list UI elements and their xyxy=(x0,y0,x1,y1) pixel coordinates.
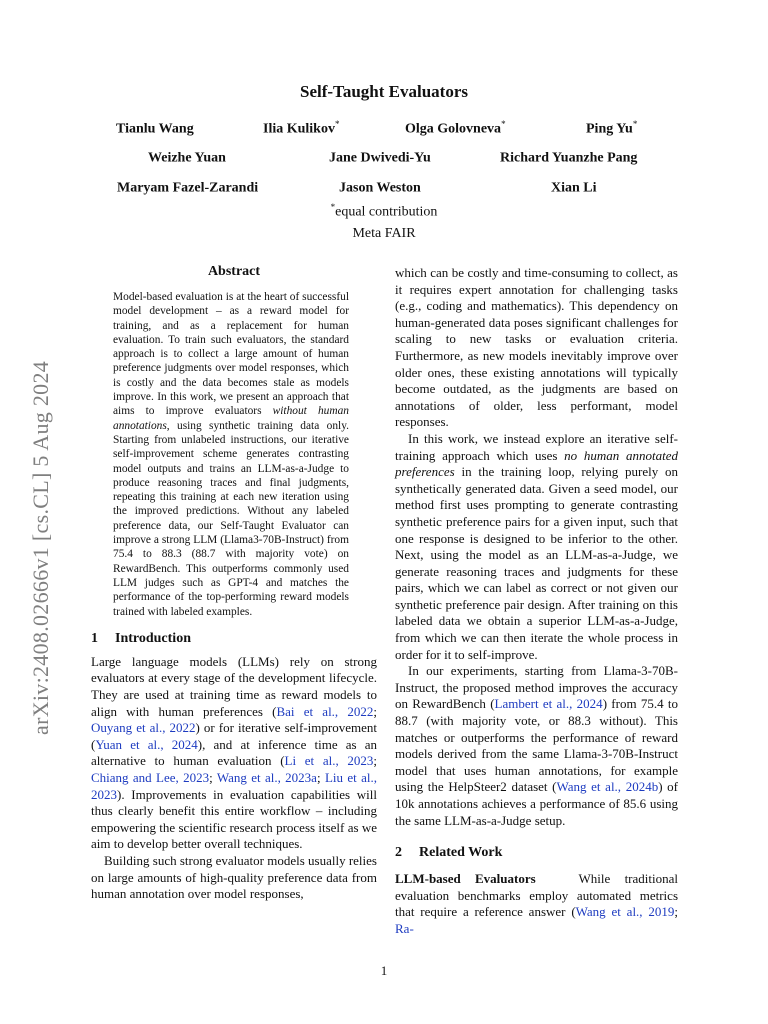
intro-paragraph: In this work, we instead explore an iterative self-training approach which uses no human annotated preferences in the training loop, relying purely on synthetically generated data. Given a seed model, our method first uses prompting to generate contrasting synthetic preference pairs for a given input, such that one response is designed to be inferior to the other. Next, using the model as an LLM-as-a-Judge, we generate reasoning traces and judgments for these pairs, which we can label as correct or not given our synthetic preference pair design. After training on this labeled data we obtain a superior LLM-as-a-Judge, from which we can then iterate the whole process in order for it to self-improve. xyxy=(395,430,678,662)
citation-link[interactable]: Wang et al., 2023a xyxy=(216,769,317,785)
citation-link[interactable]: Li et al., 2023 xyxy=(284,753,374,769)
equal-contribution-note: *equal contribution xyxy=(330,202,438,220)
arxiv-identifier: arXiv:2408.02666v1 [cs.CL] 5 Aug 2024 xyxy=(28,360,53,735)
intro-paragraph: Large language models (LLMs) rely on strong evaluators at every stage of the development lifecycle. They are used at training time as reward models to align with human preferences (Bai et al., 2022; Ouyang et al., 2022) or for iterative self-improvement (Yuan et al., 2024), and at inference time as an alternative to human evaluation (Li et al., 2023; Chiang and Lee, 2023; Wang et al., 2023a; Liu et al., 2023). Improvements in evaluation capabilities will thus clearly benefit this entire workflow – including empowering the scientific research process itself as we aim to develop better overall techniques. xyxy=(91,653,377,852)
affiliation: Meta FAIR xyxy=(352,226,416,241)
intro-paragraph-continued: which can be costly and time-consuming to collect, as it requires expert annotation for challenging tasks (e.g., coding and mathematics). This dependency on human-generated data poses significant challenges for scaling to new tasks or evaluation criteria. Furthermore, as new models inevitably improve over older ones, these existing annotations will typically become outdated, as the judgments are based on annotations of older, less performant, model responses. xyxy=(395,265,678,430)
right-column xyxy=(395,265,678,938)
citation-link[interactable]: Ra- xyxy=(395,920,414,936)
author-name: Maryam Fazel-Zarandi xyxy=(117,180,259,196)
author-name: Jason Weston xyxy=(339,180,421,196)
paper-title: Self-Taught Evaluators xyxy=(300,82,468,101)
citation-link[interactable]: Yuan et al., 2024 xyxy=(95,736,198,752)
author-name: Olga Golovneva* xyxy=(405,119,506,137)
author-name: Ilia Kulikov* xyxy=(263,119,340,137)
citation-link[interactable]: Ouyang et al., 2022 xyxy=(91,720,196,736)
author-name: Weizhe Yuan xyxy=(148,150,226,166)
section-heading-related-work: 2 Related Work xyxy=(395,845,503,861)
arxiv-identifier-stamp xyxy=(24,320,54,740)
page-number: 1 xyxy=(380,963,388,978)
author-name: Tianlu Wang xyxy=(116,121,194,137)
author-name: Ping Yu* xyxy=(586,119,638,137)
citation-link[interactable]: Liu et al., 2023 xyxy=(91,769,377,802)
author-name: Xian Li xyxy=(551,180,597,196)
related-work-paragraph: LLM-based Evaluators While traditional evaluation benchmarks employ automated metrics that require a reference answer (Wang et al., 2019; Ra- xyxy=(395,871,679,936)
intro-paragraph: In our experiments, starting from Llama-3-70B-Instruct, the proposed method improves the accuracy on RewardBench (Lambert et al., 2024) from 75.4 to 88.7 (with majority vote, or 88.3 without). This matches or outperforms the performance of reward models derived from the same Llama-3-70B-Instruct model that uses human annotations, for example using the HelpSteer2 dataset (Wang et al., 2024b) of 10k annotations achieves a performance of 85.6 using the same LLM-as-a-Judge setup. xyxy=(395,663,678,828)
paragraph-title: LLM-based Evaluators xyxy=(395,871,536,887)
citation-link[interactable]: Wang et al., 2024b xyxy=(556,779,659,795)
section-heading-introduction: 1 Introduction xyxy=(91,630,191,646)
abstract-text: Model-based evaluation is at the heart of successful model development – as a reward model for training, and as a replacement for human evaluation. To train such evaluators, the standard approach is to collect a large amount of human preference judgments over model responses, which is costly and the data becomes stale as models improve. In this work, we present an approach that aims to improve evaluators without human annotations, using synthetic training data only. Starting from unlabeled instructions, our iterative self-improvement scheme generates contrasting model outputs and trains an LLM-as-a-Judge to produce reasoning traces and final judgments, repeating this training at each new iteration using the improved predictions. Without any labeled preference data, our Self-Taught Evaluator can improve a strong LLM (Llama3-70B-Instruct) from 75.4 to 88.3 (88.7 with majority vote) on RewardBench. This outperforms commonly used LLM judges such as GPT-4 and matches the performance of the top-performing reward models trained with labeled examples. xyxy=(113,291,349,618)
left-column xyxy=(91,264,377,903)
author-name: Jane Dwivedi-Yu xyxy=(329,150,431,166)
citation-link[interactable]: Chiang and Lee, 2023 xyxy=(91,769,210,785)
abstract-heading: Abstract xyxy=(207,264,261,279)
citation-link[interactable]: Wang et al., 2019 xyxy=(575,904,675,920)
citation-link[interactable]: Lambert et al., 2024 xyxy=(494,696,603,712)
author-name: Richard Yuanzhe Pang xyxy=(500,150,638,166)
intro-paragraph: Building such strong evaluator models usually relies on large amounts of high-quality preference data from human annotation over model responses, xyxy=(91,852,377,902)
citation-link[interactable]: Bai et al., 2022 xyxy=(276,703,374,719)
